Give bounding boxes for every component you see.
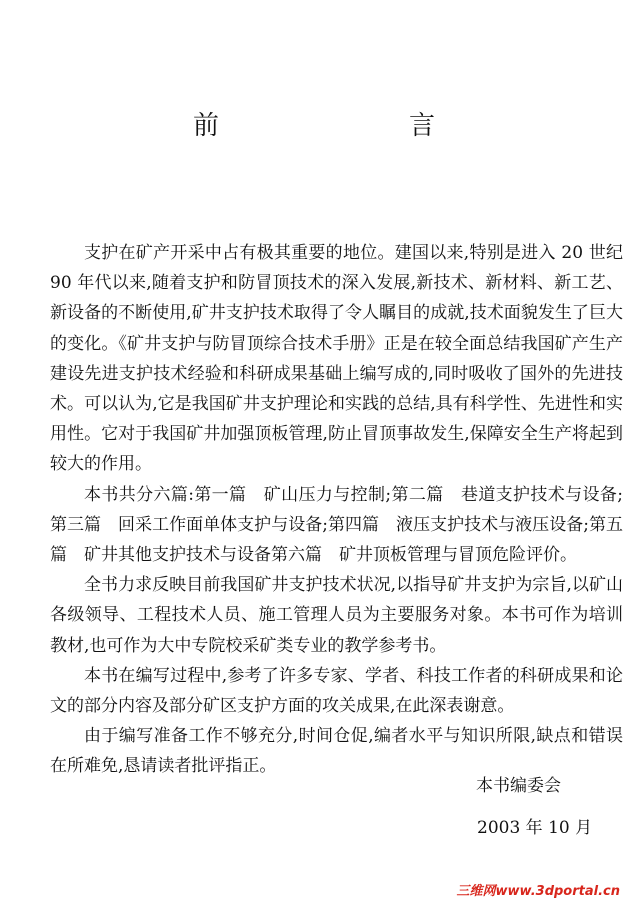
- watermark-url: www.3dportal.cn: [495, 884, 620, 899]
- signature-date: 2003 年 10 月: [477, 818, 593, 838]
- preface-body: [50, 238, 623, 782]
- paragraph-2: 本书共分六篇:第一篇 矿山压力与控制;第二篇 巷道支护技术与设备;第三篇 回采工作面单体支护与设备;第四篇 液压支护技术与液压设备;第五篇 矿井其他支护技术与设备第六篇 矿井顶板管理与冒顶危险评价。: [50, 484, 623, 566]
- watermark-site-name: 三维网: [456, 884, 496, 899]
- watermark: [457, 884, 621, 900]
- paragraph-4: 本书在编写过程中,参考了许多专家、学者、科技工作者的科研成果和论文的部分内容及部分矿区支护方面的攻关成果,在此深表谢意。: [50, 665, 623, 717]
- paragraph-5: 由于编写准备工作不够充分,时间仓促,编者水平与知识所限,缺点和错误在所难免,恳请读者批评指正。: [50, 726, 623, 777]
- paragraph-1: 支护在矿产开采中占有极其重要的地位。建国以来,特别是进入 20 世纪 90 年代以来,随着支护和防冒顶技术的深入发展,新技术、新材料、新工艺、新设备的不断使用,矿井支护技术取得了令人瞩目的成就,技术面貌发生了巨大的变化。《矿井支护与防冒顶综合技术手册》正是在较全面总结我国矿产生产建设先进支护技术经验和科研成果基础上编写成的,同时吸收了国外的先进技术。可以认为,它是我国矿井支护理论和实践的总结,具有科学性、先进性和实用性。它对于我国矿井加强顶板管理,防止冒顶事故发生,保障安全生产将起到较大的作用。: [50, 243, 623, 475]
- signature-org: 本书编委会: [476, 776, 561, 796]
- paragraph-3: 全书力求反映目前我国矿井支护技术状况,以指导矿井支护为宗旨,以矿山各级领导、工程技术人员、施工管理人员为主要服务对象。本书可作为培训教材,也可作为大中专院校采矿类专业的教学参考书。: [50, 575, 623, 656]
- page-title: 前 言: [192, 111, 481, 141]
